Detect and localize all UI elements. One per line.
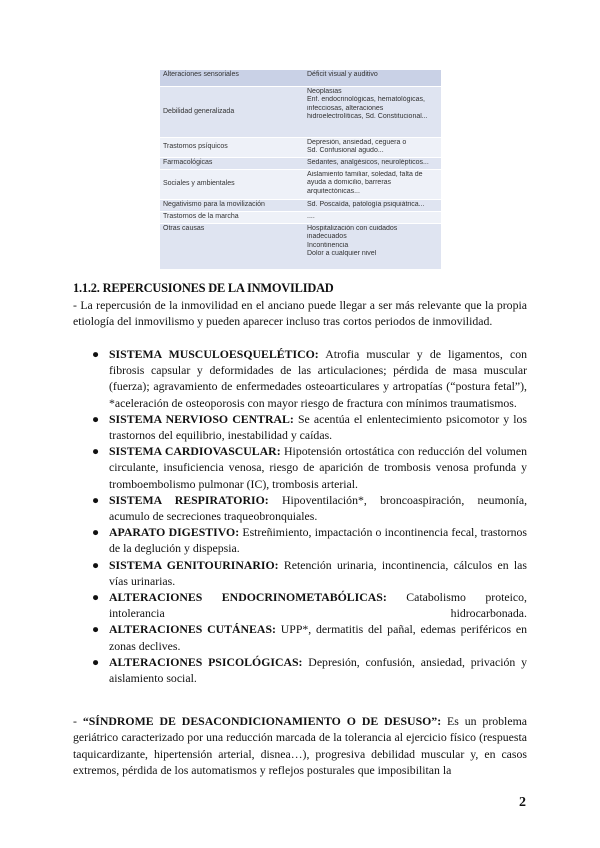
item-title: APARATO DIGESTIVO: bbox=[109, 525, 240, 540]
bullet-icon: ● bbox=[92, 347, 100, 361]
bullet-icon: ● bbox=[92, 492, 100, 507]
list-item bbox=[73, 524, 527, 556]
detail-line: Incontinencia bbox=[307, 241, 349, 249]
item-text: Se acentúa el enlentecimiento psicomotor y los trastornos del equilibrio, inestabilidad y caídas. bbox=[109, 411, 528, 443]
bullet-icon: ● bbox=[92, 557, 100, 572]
bullet-icon: ● bbox=[92, 444, 100, 459]
detail-line: Sedantes, analgésicos, neurolépticos... bbox=[307, 159, 429, 166]
table-cell-detail bbox=[304, 224, 441, 270]
detail-line: Sd. Confusional agudo... bbox=[307, 147, 384, 155]
table-cell-detail bbox=[304, 138, 441, 158]
item-title: ALTERACIONES CUTÁNEAS: bbox=[109, 622, 276, 637]
detail-line: hidroelectrolíticas, Sd. Constitucional... bbox=[307, 113, 428, 121]
syndrome-text: Es un problema geriátrico caracterizado por una reducción marcada de la tolerancia al ejercicio físico (respuesta taquicardizante, hipertensión arterial, disnea…), progresiva debilidad muscular y, en casos extremos, pérdida de los automatismos y reflejos posturales que imposibilitan la bbox=[73, 714, 527, 777]
list-item bbox=[73, 589, 527, 621]
syndrome-lead: - bbox=[73, 714, 83, 728]
bullet-icon: ● bbox=[92, 411, 100, 426]
intro-paragraph: - La repercusión de la inmovilidad en el anciano puede llegar a ser más relevante que la propia etiología del inmovilismo y pueden aparecer incluso tras cortos periodos de inmovilidad. bbox=[73, 298, 527, 329]
table-row bbox=[160, 224, 441, 270]
item-title: SISTEMA MUSCULOESQUELÉTICO: bbox=[109, 347, 319, 361]
item-title: SISTEMA RESPIRATORIO: bbox=[109, 492, 269, 507]
item-text: Atrofia muscular y de ligamentos, con fibrosis capsular y deformidades de las articulaciones; pérdida de masa muscular (fuerza); agravamiento de enfermedades osteoarticulares y artropatías (“postura fetal”), *aceleración de osteoporosis con mayor riesgo de fractura con mínimos traumatismos. bbox=[109, 347, 527, 410]
list-item bbox=[73, 411, 527, 443]
item-text: Hipoventilación*, broncoaspiración, neumonía, acumulo de secreciones traqueobronquiales. bbox=[109, 492, 528, 524]
table-cell-detail bbox=[304, 158, 441, 170]
detail-line: Enf. endocrinológicas, hematológicas, bbox=[307, 96, 425, 104]
item-text: Estreñimiento, impactación o incontinencia fecal, trastornos de la deglución y dispepsia. bbox=[109, 525, 528, 556]
list-item bbox=[73, 557, 527, 589]
table-cell-cause: Otras causas bbox=[160, 224, 304, 270]
detail-line: Aislamiento familiar, soledad, falta de bbox=[307, 171, 423, 178]
list-item bbox=[73, 443, 527, 492]
table-row bbox=[160, 212, 441, 224]
detail-line: inadecuados bbox=[307, 233, 347, 241]
table-cell-cause: Negativismo para la movilización bbox=[160, 200, 304, 212]
item-text: Retención urinaria, incontinencia, cálculos en las vías urinarias. bbox=[109, 557, 527, 588]
item-title: SISTEMA CARDIOVASCULAR: bbox=[109, 444, 281, 459]
item-text: UPP*, dermatitis del pañal, edemas periféricos en zonas declives. bbox=[109, 622, 527, 653]
table-cell-cause: Farmacológicas bbox=[160, 158, 304, 170]
table-cell-detail bbox=[304, 87, 441, 138]
table-cell-cause: Sociales y ambientales bbox=[160, 170, 304, 200]
syndrome-title: “SÍNDROME DE DESACONDICIONAMIENTO O DE DESUSO”: bbox=[82, 714, 442, 728]
detail-line: Dolor a cualquier nivel bbox=[307, 250, 377, 258]
detail-line: arquitectónicas... bbox=[307, 187, 360, 195]
item-title: SISTEMA NERVIOSO CENTRAL: bbox=[109, 411, 294, 426]
item-title: SISTEMA GENITOURINARIO: bbox=[109, 557, 279, 572]
table-row bbox=[160, 138, 441, 158]
bullet-icon: ● bbox=[92, 590, 100, 605]
bullet-icon: ● bbox=[92, 525, 100, 540]
section-heading: 1.1.2. REPERCUSIONES DE LA INMOVILIDAD bbox=[73, 281, 334, 295]
item-title: ALTERACIONES PSICOLÓGICAS: bbox=[109, 654, 303, 669]
list-item bbox=[73, 621, 527, 653]
table-cell-cause: Trastornos de la marcha bbox=[160, 212, 304, 224]
detail-line: infecciosas, alteraciones bbox=[307, 104, 384, 112]
table-header-cause: Alteraciones sensoriales bbox=[160, 70, 304, 87]
detail-line: Hospitalización con cuidados bbox=[307, 225, 398, 232]
bullet-icon: ● bbox=[92, 654, 100, 669]
table-cell-detail bbox=[304, 212, 441, 224]
table-row bbox=[160, 87, 441, 138]
detail-line: .... bbox=[307, 213, 315, 220]
page-number: 2 bbox=[519, 795, 526, 810]
detail-line: Neoplasias bbox=[307, 88, 342, 95]
list-item bbox=[73, 654, 527, 686]
table-row bbox=[160, 158, 441, 170]
table-row bbox=[160, 200, 441, 212]
syndrome-paragraph bbox=[73, 713, 527, 778]
table-cell-detail bbox=[304, 200, 441, 212]
item-text: Hipotensión ortostática con reducción del volumen circulante, insuficiencia venosa, riesgo de aparición de trombosis venosa profunda y tromboembolismo pulmonar (IC), trombosis arterial. bbox=[109, 444, 527, 491]
item-text: Depresión, confusión, ansiedad, privación y aislamiento social. bbox=[109, 654, 528, 686]
table-row bbox=[160, 170, 441, 200]
repercussions-list bbox=[73, 346, 527, 686]
bullet-icon: ● bbox=[92, 622, 100, 637]
detail-line: Sd. Poscaída, patología psiquiátrica... bbox=[307, 201, 425, 208]
table-cell-detail bbox=[304, 170, 441, 200]
detail-line: Depresión, ansiedad, ceguera o bbox=[307, 139, 407, 146]
list-item bbox=[73, 346, 527, 411]
table-cell-cause: Trastornos psíquicos bbox=[160, 138, 304, 158]
table-header-detail: Déficit visual y auditivo bbox=[304, 70, 441, 87]
item-title: ALTERACIONES ENDOCRINOMETABÓLICAS: bbox=[109, 590, 387, 605]
table-header-row bbox=[160, 70, 441, 87]
item-text: Catabolismo proteico, intolerancia hidrocarbonada. bbox=[109, 590, 527, 621]
causes-table bbox=[160, 70, 441, 270]
detail-line: ayuda a domicilio, barreras bbox=[307, 179, 392, 187]
list-item bbox=[73, 492, 527, 524]
table-cell-cause: Debilidad generalizada bbox=[160, 87, 304, 138]
